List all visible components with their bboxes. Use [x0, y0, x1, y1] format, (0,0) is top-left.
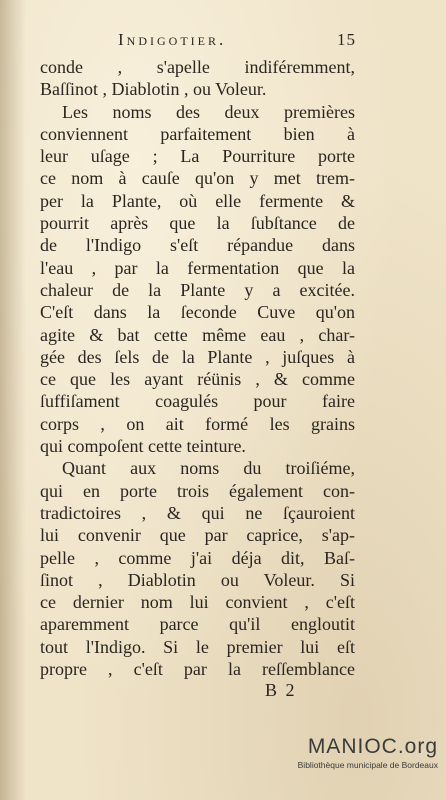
text-line: Baſſinot , Diablotin , ou Voleur.	[40, 79, 267, 100]
text-line: Quant aux noms du troiſiéme,	[62, 458, 355, 479]
text-line: pelle , comme j'ai déja dit, Baſ-	[40, 547, 355, 568]
text-line: Les noms des deux premières	[62, 101, 355, 122]
text-line: ſinot , Diablotin ou Voleur. Si	[40, 569, 355, 590]
text-line: lui convenir que par caprice, s'ap-	[40, 525, 355, 546]
watermark-title: MANIOC.org	[307, 735, 438, 758]
page-number: 15	[337, 30, 356, 49]
page-header	[118, 30, 356, 50]
text-line: tradictoires , & qui ne ſçauroient	[40, 502, 355, 523]
binding-shadow	[0, 0, 26, 800]
text-line: ſuffiſament coagulés pour faire	[40, 391, 355, 412]
text-line: chaleur de la Plante y a excitée.	[40, 279, 355, 300]
text-line: qui en porte trois également con-	[40, 480, 355, 501]
running-title: Indigotier.	[118, 30, 227, 49]
text-line: corps , on ait formé les grains	[40, 413, 355, 434]
text-line: propre , c'eſt par la reſſemblance	[40, 659, 355, 680]
body-text	[40, 56, 355, 680]
watermark-subtitle: Bibliothèque municipale de Bordeaux	[297, 760, 438, 770]
text-line: conviennent parfaitement bien à	[40, 123, 355, 144]
watermark	[278, 735, 438, 771]
text-line: gée des ſels de la Plante , juſques à	[40, 346, 355, 367]
text-line: aparemment parce qu'il engloutit	[40, 614, 355, 635]
text-line: qui compoſent cette teinture.	[40, 436, 246, 457]
text-line: leur uſage ; La Pourriture porte	[40, 146, 355, 167]
text-line: ce que les ayant réünis , & comme	[40, 369, 355, 390]
text-line: pourrit après que la ſubſtance de	[40, 213, 355, 234]
text-line: conde , s'apelle indiféremment,	[40, 57, 355, 77]
text-line: per la Plante, où elle fermente &	[40, 190, 355, 211]
text-line: de l'Indigo s'eſt répandue dans	[40, 235, 355, 256]
text-line: ce nom à cauſe qu'on y met trem-	[40, 168, 355, 189]
text-line: tout l'Indigo. Si le premier lui eſt	[40, 636, 355, 657]
text-line: C'eſt dans la ſeconde Cuve qu'on	[40, 302, 355, 323]
text-line: ce dernier nom lui convient , c'eſt	[40, 592, 355, 613]
text-line: l'eau , par la fermentation que la	[40, 257, 355, 278]
text-line: agite & bat cette même eau , char-	[40, 324, 355, 345]
signature-mark: B 2	[265, 680, 297, 700]
